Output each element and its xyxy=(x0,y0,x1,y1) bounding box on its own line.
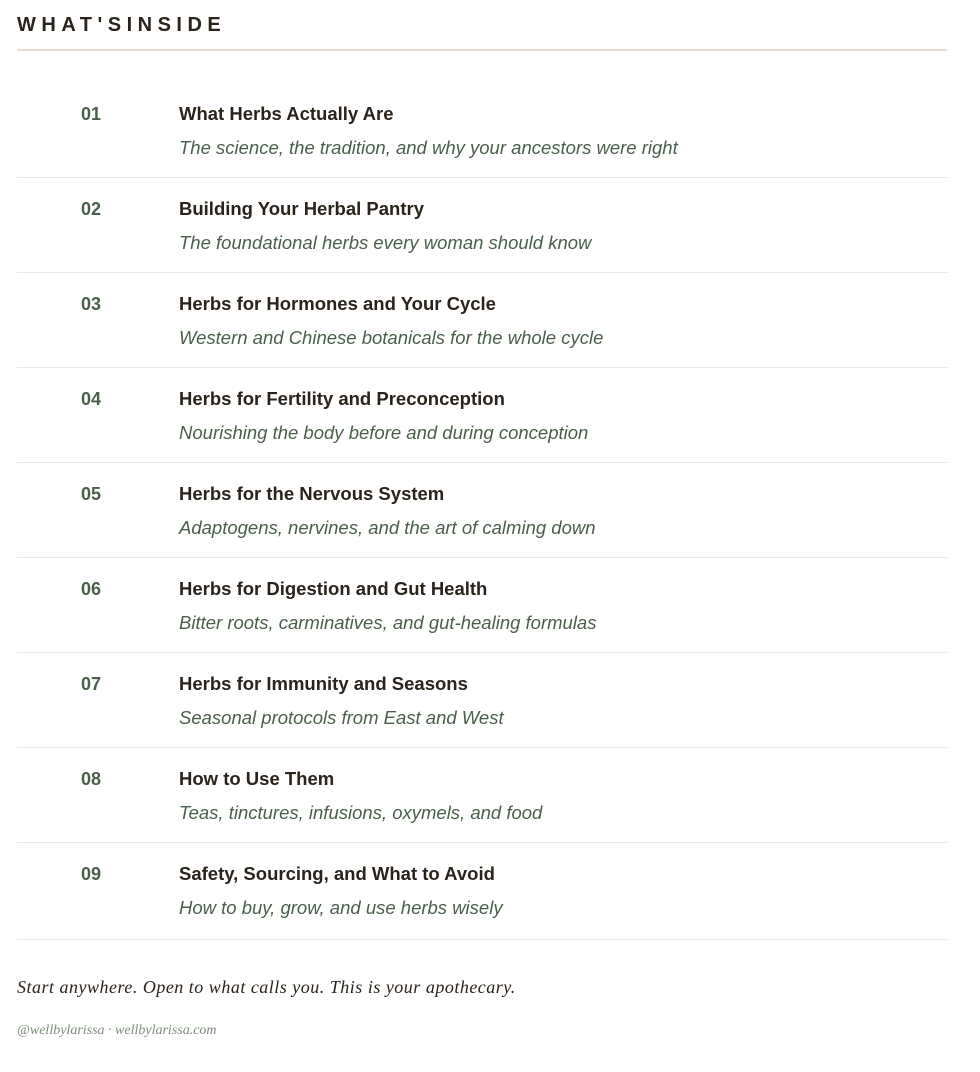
toc-number: 08 xyxy=(81,769,102,789)
toc-row xyxy=(17,748,947,843)
toc-text xyxy=(179,103,947,177)
toc-title: Herbs for Hormones and Your Cycle xyxy=(179,293,496,314)
toc-number: 09 xyxy=(81,864,102,884)
toc-number: 05 xyxy=(81,484,102,504)
toc-title: Herbs for Immunity and Seasons xyxy=(179,673,468,694)
closing-line: Start anywhere. Open to what calls you. This is your apothecary. xyxy=(17,977,516,997)
toc-row xyxy=(17,463,947,558)
toc-subtitle: Adaptogens, nervines, and the art of calming down xyxy=(179,517,596,538)
toc-number: 03 xyxy=(81,294,102,314)
toc-number: 01 xyxy=(81,104,102,124)
toc-subtitle: The foundational herbs every woman should know xyxy=(179,232,592,253)
toc-row xyxy=(17,558,947,653)
toc-text xyxy=(179,673,947,747)
footer-credit: @wellbylarissa · wellbylarissa.com xyxy=(17,1023,217,1038)
toc-row xyxy=(17,83,947,178)
page xyxy=(17,0,947,1040)
toc-text xyxy=(179,388,947,462)
toc-title: Herbs for the Nervous System xyxy=(179,483,445,504)
toc-subtitle: Teas, tinctures, infusions, oxymels, and food xyxy=(179,802,543,823)
toc-subtitle: How to buy, grow, and use herbs wisely xyxy=(179,897,503,918)
toc-subtitle: The science, the tradition, and why your ancestors were right xyxy=(179,137,678,158)
toc-subtitle: Western and Chinese botanicals for the whole cycle xyxy=(179,327,604,348)
toc-text xyxy=(179,863,947,939)
toc-row xyxy=(17,653,947,748)
toc-text xyxy=(179,293,947,367)
toc-text xyxy=(179,578,947,652)
table-of-contents xyxy=(17,83,947,940)
toc-subtitle: Nourishing the body before and during conception xyxy=(179,422,589,443)
toc-title: Herbs for Fertility and Preconception xyxy=(179,388,505,409)
toc-text xyxy=(179,768,947,842)
toc-title: Building Your Herbal Pantry xyxy=(179,198,424,219)
toc-number: 07 xyxy=(81,674,102,694)
toc-row xyxy=(17,273,947,368)
toc-subtitle: Seasonal protocols from East and West xyxy=(179,707,504,728)
section-title: WHAT'SINSIDE xyxy=(17,14,227,36)
toc-subtitle: Bitter roots, carminatives, and gut-healing formulas xyxy=(179,612,597,633)
toc-text xyxy=(179,483,947,557)
toc-number: 06 xyxy=(81,579,102,599)
toc-title: Safety, Sourcing, and What to Avoid xyxy=(179,863,495,884)
toc-title: What Herbs Actually Are xyxy=(179,103,394,124)
toc-row xyxy=(17,178,947,273)
toc-number: 04 xyxy=(81,389,102,409)
toc-title: Herbs for Digestion and Gut Health xyxy=(179,578,488,599)
toc-text xyxy=(179,198,947,272)
title-divider xyxy=(17,49,947,51)
toc-row xyxy=(17,368,947,463)
toc-number: 02 xyxy=(81,199,102,219)
toc-row xyxy=(17,843,947,940)
toc-title: How to Use Them xyxy=(179,768,335,789)
